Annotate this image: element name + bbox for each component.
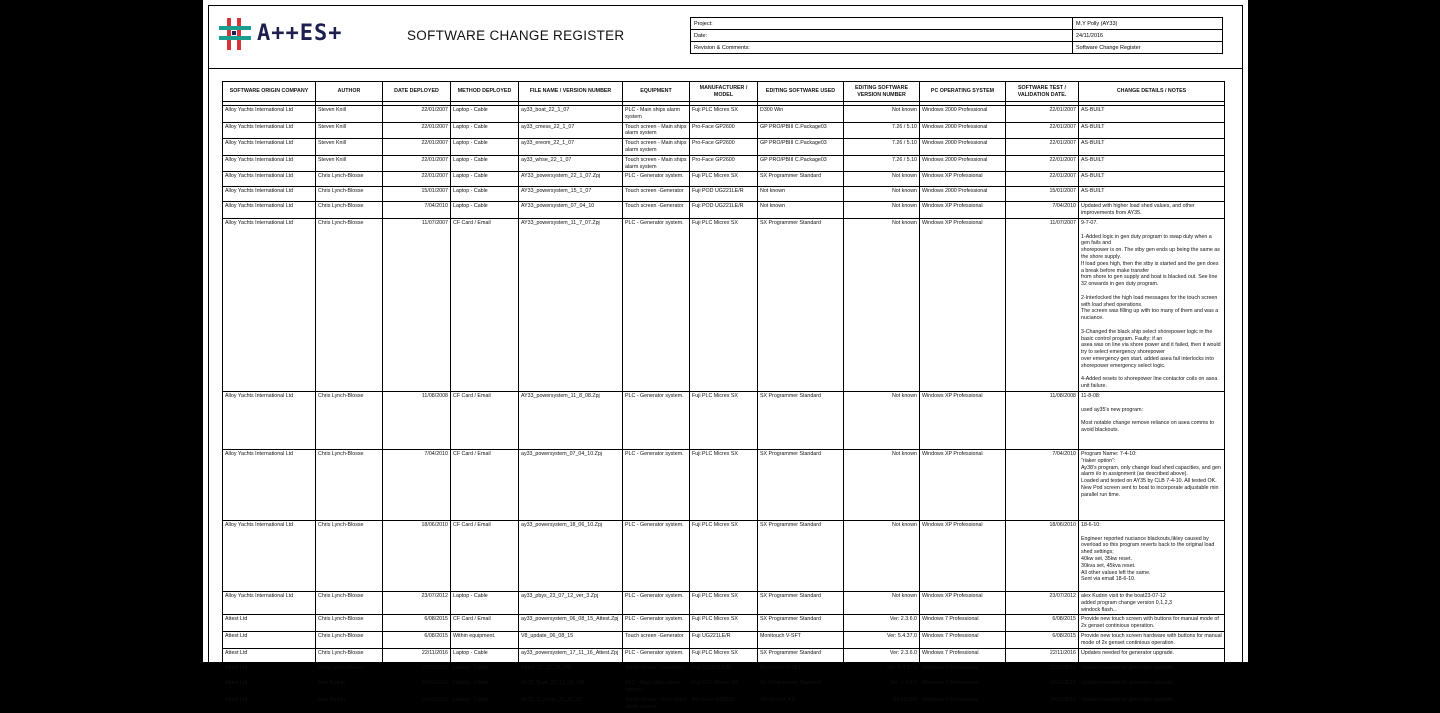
col-header: EQUIPMENT	[623, 82, 690, 102]
table-cell: Alloy Yachts International Ltd	[223, 122, 316, 139]
table-cell: Not known	[844, 591, 920, 614]
table-cell: Windows XP Professional	[920, 172, 1006, 187]
table-cell: Laptop - Cable	[451, 591, 519, 614]
table-cell: PLC - Main ships alarm system	[623, 106, 690, 123]
col-header: METHOD DEPLOYED	[451, 82, 519, 102]
table-cell: Laptop - Cable	[451, 122, 519, 139]
col-header: EDITING SOFTWARE VERSION NUMBER	[844, 82, 920, 102]
table-cell: 22/01/2007	[383, 139, 451, 156]
table-cell: Ver: 2.3.6.0	[844, 615, 920, 632]
table-cell: Windows XP Professional	[920, 391, 1006, 449]
table-cell: 6/08/2015	[383, 615, 451, 632]
table-cell: 6/08/2015	[1006, 632, 1079, 649]
col-header: SOFTWARE TEST / VALIDATION DATE.	[1006, 82, 1079, 102]
table-cell: 22/01/2007	[383, 122, 451, 139]
table-cell: GP PRO/PBIII C.Package03	[758, 122, 844, 139]
table-cell: Touch screen - Main ships alarm system	[623, 122, 690, 139]
table-cell: SX Programmer Standard	[758, 391, 844, 449]
table-cell: Ver: 5.4.37.0	[844, 632, 920, 649]
table-cell: Alloy Yachts International Ltd	[223, 139, 316, 156]
table-cell: 15/01/2007	[383, 187, 451, 202]
table-cell: Alex Kudrin	[316, 679, 383, 696]
table-cell: PLC - Generator system.	[623, 391, 690, 449]
table-cell: Alloy Yachts International Ltd	[223, 520, 316, 591]
table-row	[223, 649, 1225, 664]
table-cell: Attest Ltd	[223, 615, 316, 632]
table-cell: Touch screen -Generator	[623, 664, 690, 679]
table-cell: Steven Knill	[316, 122, 383, 139]
table-cell: GP PRO/PBIII C.Package03	[758, 155, 844, 172]
table-cell: 23/07/2012	[1006, 591, 1079, 614]
table-cell: Alloy Yachts International Ltd	[223, 202, 316, 219]
col-header: EDITING SOFTWARE USED	[758, 82, 844, 102]
table-cell: SX Programmer Standard	[758, 218, 844, 391]
table-cell: Alloy Yachts International Ltd	[223, 187, 316, 202]
table-cell: Program Name: 7-4-10: "riaker option": Ay38's program, only change load shed capacities, and gen alarm i/o in assignment (as described above). Loaded and tested on AY35 by CLB 7-4-10. All tested OK. New Pod screen sent to boat to incorporate adjustable min parallel run time.	[1079, 449, 1225, 520]
table-cell: CF Card / Email	[451, 391, 519, 449]
table-cell: SX Programmer Standard	[758, 649, 844, 664]
table-cell: CF Card / Email	[451, 449, 519, 520]
table-row	[223, 202, 1225, 219]
table-row	[223, 122, 1225, 139]
table-cell: Fuji UG221LE/R	[690, 632, 758, 649]
table-cell: V4.00.000	[844, 695, 920, 712]
table-cell: CF Card / Email	[451, 218, 519, 391]
project-meta-table	[690, 17, 1223, 54]
table-cell: AS-BUILT	[1079, 139, 1225, 156]
table-cell: Chris Lynch-Blosse	[316, 449, 383, 520]
table-cell: 22/11/2016	[383, 664, 451, 679]
col-header: FILE NAME / VERSION NUMBER	[519, 82, 623, 102]
table-cell: Pro-Face GP2600	[690, 695, 758, 712]
table-cell: CF Card / Email	[451, 520, 519, 591]
table-row	[223, 155, 1225, 172]
table-cell: AS-BUILT	[1079, 122, 1225, 139]
table-cell: Chris Lynch-Blosse	[316, 615, 383, 632]
table-cell: 22/01/2007	[383, 106, 451, 123]
table-cell: ay33_powersystem_17_11_16_Attest.Zpj	[519, 649, 623, 664]
table-cell: Fuji PLC Micrex SX	[690, 615, 758, 632]
table-cell: Steven Knill	[316, 155, 383, 172]
table-cell: Touch screen -Generator	[623, 632, 690, 649]
table-cell: CF Card / Email	[451, 615, 519, 632]
table-cell: Steven Knill	[316, 139, 383, 156]
table-cell: 7/04/2010	[383, 202, 451, 219]
table-header-row	[223, 82, 1225, 102]
table-cell: Touch screen - Main ships alarm system	[623, 155, 690, 172]
table-cell: SX Programmer Standard	[758, 615, 844, 632]
table-cell: Updates needed for generator upgrade.	[1079, 679, 1225, 696]
table-cell: Chris Lynch-Blosse	[316, 649, 383, 664]
table-cell: Alloy Yachts International Ltd	[223, 391, 316, 449]
table-cell: Alloy Yachts International Ltd	[223, 172, 316, 187]
table-cell: Not known	[844, 218, 920, 391]
table-cell: AY33_Boat_23_11_16_PM	[519, 679, 623, 696]
table-cell: Attest Ltd	[223, 695, 316, 712]
table-cell: 22/01/2007	[1006, 122, 1079, 139]
table-cell: AS-BUILT	[1079, 155, 1225, 172]
table-cell: Windows 7 Professional	[920, 664, 1006, 679]
table-cell: SX Programmer Standard	[758, 172, 844, 187]
table-cell: AY33_powersystem_07_04_10	[519, 202, 623, 219]
table-cell: Laptop - Cable	[451, 202, 519, 219]
table-cell: SX Programmer Standard	[758, 520, 844, 591]
table-cell: AY33_powersystem_11_8_08.Zpj	[519, 391, 623, 449]
table-row	[223, 139, 1225, 156]
table-cell: PLC - Generator system.	[623, 449, 690, 520]
table-cell: 22/11/2016	[383, 649, 451, 664]
table-cell: Fuji PLC Micrex SX	[690, 218, 758, 391]
table-cell: Windows XP Professional	[920, 202, 1006, 219]
col-header: MANUFACTURER / MODEL	[690, 82, 758, 102]
table-cell: Fuji PLC Micrex SX	[690, 106, 758, 123]
table-cell: 22/11/2016	[1006, 664, 1079, 679]
table-cell: Ver: 2.3.6.0	[844, 649, 920, 664]
table-cell: Windows 7 Professional	[920, 649, 1006, 664]
table-cell: Chris Lynch-Blosse	[316, 187, 383, 202]
table-cell: 7/04/2010	[1006, 202, 1079, 219]
table-cell: 11/08/2008	[1006, 391, 1079, 449]
table-cell: SX Programmer Standard	[758, 591, 844, 614]
table-cell: 18/06/2010	[1006, 520, 1079, 591]
table-cell: 22/01/2007	[383, 172, 451, 187]
table-cell: Not known	[758, 187, 844, 202]
table-cell: Touch screen - Main ships alarm system	[623, 695, 690, 712]
register-body	[223, 106, 1225, 713]
table-cell: 6/08/2015	[1006, 615, 1079, 632]
table-row	[223, 218, 1225, 391]
table-cell: 7.26 / 5.10	[844, 155, 920, 172]
table-cell: Monitouch V-SFT	[758, 664, 844, 679]
meta-label-project: Project:	[691, 18, 1073, 30]
table-cell: ay33_boat_22_1_07	[519, 106, 623, 123]
table-cell: Laptop - Cable	[451, 155, 519, 172]
col-header: PC OPERATING SYSTEM	[920, 82, 1006, 102]
table-cell: Laptop - Cable	[451, 139, 519, 156]
table-cell: PLC - Generator system.	[623, 218, 690, 391]
meta-value-project: M.Y Polly (AY33)	[1073, 18, 1223, 30]
table-cell: ay33_ereom_22_1_07	[519, 139, 623, 156]
meta-value-revision: Software Change Register	[1073, 42, 1223, 54]
table-cell: Laptop - Cable	[451, 172, 519, 187]
table-row	[223, 615, 1225, 632]
table-cell: Pro-Face GP2600	[690, 122, 758, 139]
table-row	[223, 520, 1225, 591]
software-change-register-table	[222, 81, 1225, 713]
table-cell: Provide new touch screen hardware with buttons for manual mode of 2x genset continious operation.	[1079, 632, 1225, 649]
table-cell: PLC - Generator system.	[623, 591, 690, 614]
table-cell: Ver: 2.3.6.0	[844, 679, 920, 696]
table-cell: ay33_powersystem_18_06_10.Zpj	[519, 520, 623, 591]
col-header: DATE DEPLOYED	[383, 82, 451, 102]
meta-label-date: Date:	[691, 30, 1073, 42]
table-cell: Alloy Yachts International Ltd	[223, 218, 316, 391]
table-cell: Windows XP Professional	[920, 218, 1006, 391]
table-cell: V8_update_06_08_15	[519, 632, 623, 649]
table-cell: Provide new touch screen with buttons for manual mode of 2x genset continious operation.	[1079, 615, 1225, 632]
table-cell: 22/01/2007	[1006, 172, 1079, 187]
table-cell: Chris Lynch-Blosse	[316, 664, 383, 679]
table-row	[223, 632, 1225, 649]
table-cell: SX Programmer Standard	[758, 449, 844, 520]
table-cell: Windows 2000 Professional	[920, 139, 1006, 156]
table-cell: Updates needed for generator upgrade.	[1079, 664, 1225, 679]
table-cell: Chris Lynch-Blosse	[316, 591, 383, 614]
table-cell: Fuji POD UG221LE/R	[690, 202, 758, 219]
table-cell: D300 Win	[758, 106, 844, 123]
meta-value-date: 24/11/2016	[1073, 30, 1223, 42]
table-cell: Chris Lynch-Blosse	[316, 172, 383, 187]
table-row	[223, 679, 1225, 696]
table-cell: Alloy Yachts International Ltd	[223, 155, 316, 172]
table-cell: 22/11/2016	[1006, 649, 1079, 664]
table-cell: SX Programmer Standard	[758, 679, 844, 696]
table-cell: Windows 2000 Professional	[920, 187, 1006, 202]
table-cell: Windows 7 Professional	[920, 615, 1006, 632]
document-title: SOFTWARE CHANGE REGISTER	[407, 28, 625, 43]
table-cell: Ver: 5.4.37.0	[844, 664, 920, 679]
table-cell: 11-8-08: used ay35's new program: Most notable change remove reliance on asea comms to avoid blackouts.	[1079, 391, 1225, 449]
table-row	[223, 391, 1225, 449]
table-cell: Laptop - Cable	[451, 695, 519, 712]
table-cell: Attest Ltd	[223, 679, 316, 696]
logo-wordmark: A++ES+	[257, 21, 343, 46]
table-cell: 24/11/2016	[1006, 695, 1079, 712]
table-cell: Pro-Face GP2600	[690, 139, 758, 156]
table-cell: Not known	[844, 202, 920, 219]
table-cell: Fuji PLC Micrex SX	[690, 649, 758, 664]
table-cell: Touch screen -Generator	[623, 187, 690, 202]
table-cell: 7.26 / 5.10	[844, 122, 920, 139]
table-cell: Chris Lynch-Blosse	[316, 202, 383, 219]
table-cell: Chris Lynch-Blosse	[316, 391, 383, 449]
table-cell: 11/07/2007	[1006, 218, 1079, 391]
table-cell: Alex Kudrin	[316, 695, 383, 712]
table-cell: Fuji PLC Micrex SX	[690, 520, 758, 591]
table-cell: Pro-Face GP2600	[690, 155, 758, 172]
table-cell: 22/01/2007	[1006, 155, 1079, 172]
table-cell: 7.26 / 5.10	[844, 139, 920, 156]
table-cell: 22/01/2007	[1006, 139, 1079, 156]
table-cell: Monitouch V-SFT	[758, 632, 844, 649]
table-cell: AS-BUILT	[1079, 106, 1225, 123]
table-cell: Fuji PLC Micrex SX	[690, 449, 758, 520]
table-cell: Not known	[844, 520, 920, 591]
col-header: SOFTWARE ORIGIN COMPANY	[223, 82, 316, 102]
table-cell: Chris Lynch-Blosse	[316, 218, 383, 391]
table-cell: Attest Ltd	[223, 664, 316, 679]
table-cell: Chris Lynch-Blosse	[316, 520, 383, 591]
table-row	[223, 664, 1225, 679]
table-row	[223, 172, 1225, 187]
table-cell: GP PRO/PBIII C.Package03	[758, 139, 844, 156]
col-header: CHANGE DETAILS / NOTES	[1079, 82, 1225, 102]
table-cell: Attest Ltd	[223, 649, 316, 664]
table-cell: Windows 7 Professional	[920, 632, 1006, 649]
table-cell: Windows 2000 Professional	[920, 106, 1006, 123]
table-cell: Windows 2000 Professional	[920, 122, 1006, 139]
table-cell: Fuji PLC Micrex SX	[690, 591, 758, 614]
table-cell: AY33_powersystem_11_7_07.Zpj	[519, 218, 623, 391]
table-cell: Alloy Yachts International Ltd	[223, 106, 316, 123]
table-cell: Attest Ltd	[223, 632, 316, 649]
table-cell: Alloy Yachts International Ltd	[223, 591, 316, 614]
table-cell: ay33_cmess_22_1_07	[519, 122, 623, 139]
table-cell: Not known	[844, 187, 920, 202]
table-cell: AY33_C_mess_21_11_16	[519, 695, 623, 712]
table-cell: Fuji PLC Micrex SX	[690, 679, 758, 696]
table-cell: Fuji PLC Micrex SX	[690, 391, 758, 449]
document-page	[203, 0, 1248, 710]
table-cell: 23/07/2012	[383, 591, 451, 614]
table-cell: Not known	[844, 172, 920, 187]
table-cell: Within equipment.	[451, 632, 519, 649]
table-cell: Attest_17_11_16_V8	[519, 664, 623, 679]
table-cell: Windows XP Professional	[920, 449, 1006, 520]
table-cell: Not known	[758, 202, 844, 219]
table-row	[223, 187, 1225, 202]
table-cell: PLC - Generator system.	[623, 615, 690, 632]
table-cell: PLC - Generator system.	[623, 520, 690, 591]
table-cell: PLC - Main ships alarm system	[623, 679, 690, 696]
table-cell: Laptop - Cable	[451, 187, 519, 202]
table-cell: Not known	[844, 391, 920, 449]
table-cell: 18/06/2010	[383, 520, 451, 591]
logo-mark-icon	[219, 18, 251, 50]
table-cell: Alloy Yachts International Ltd	[223, 449, 316, 520]
table-cell: 22/01/2007	[1006, 106, 1079, 123]
table-cell: Updates needed for generator upgrade.	[1079, 649, 1225, 664]
table-cell: AS-BUILT	[1079, 187, 1225, 202]
table-cell: Laptop - Cable	[451, 664, 519, 679]
table-cell: PLC - Generator system.	[623, 649, 690, 664]
table-cell: Chris Lynch-Blosse	[316, 632, 383, 649]
table-cell: Steven Knill	[316, 106, 383, 123]
meta-label-revision: Revision & Comments:	[691, 42, 1073, 54]
table-cell: Fuji UG221LE/R	[690, 664, 758, 679]
table-row	[223, 106, 1225, 123]
table-cell: 11/08/2008	[383, 391, 451, 449]
table-cell: Not known	[844, 106, 920, 123]
table-cell: AY33_powersystem_15_1_07	[519, 187, 623, 202]
table-cell: GP-Pro EX 4.0	[758, 695, 844, 712]
table-cell: 6/08/2015	[383, 632, 451, 649]
table-cell: ay33_pbys_23_07_12_ver_3.Zpj	[519, 591, 623, 614]
table-cell: 7/04/2010	[1006, 449, 1079, 520]
table-cell: 22/01/2007	[383, 155, 451, 172]
table-cell: ay33_powersystem_07_04_10.Zpj	[519, 449, 623, 520]
table-row	[223, 591, 1225, 614]
table-cell: 24/11/2016	[383, 695, 451, 712]
table-cell: Updates needed for generator upgrade.	[1079, 695, 1225, 712]
table-cell: Not known	[844, 449, 920, 520]
table-cell: Fuji PLC Micrex SX	[690, 172, 758, 187]
table-cell: alex Kudrin visit to the boat23-07-12 added program change version 0,1,2,3 windock flash...	[1079, 591, 1225, 614]
table-row	[223, 449, 1225, 520]
table-cell: Touch screen -Generator	[623, 202, 690, 219]
table-cell: Windows 7 Professional	[920, 679, 1006, 696]
table-cell: 24/11/2016	[1006, 679, 1079, 696]
table-cell: Windows 2000 Professional	[920, 155, 1006, 172]
table-cell: Laptop - Cable	[451, 649, 519, 664]
table-cell: AS-BUILT	[1079, 172, 1225, 187]
table-cell: Touch screen - Main ships alarm system	[623, 139, 690, 156]
table-cell: 24/11/2016	[383, 679, 451, 696]
table-cell: Updated with higher load shed values, and other improvements from AY35.	[1079, 202, 1225, 219]
table-cell: 11/07/2007	[383, 218, 451, 391]
table-cell: Windows 7 Professional	[920, 695, 1006, 712]
table-cell: 7/04/2010	[383, 449, 451, 520]
table-cell: Windows XP Professional	[920, 591, 1006, 614]
table-cell: AY33_powersystem_22_1_07.Zpj	[519, 172, 623, 187]
table-row	[223, 695, 1225, 712]
col-header: AUTHOR	[316, 82, 383, 102]
table-cell: Fuji POD UG221LE/R	[690, 187, 758, 202]
table-cell: ay33_whse_22_1_07	[519, 155, 623, 172]
header-divider	[208, 68, 1243, 69]
table-cell: 9-7-07. 1-Added logic in gen duty program to swap duty when a gen fails and shorepower is on. The stby gen ends up being the same as the shore supply. If load goes high, then the stby is started and the gen does a break before make transfer from shore to gen supply and boat is blacked out. See line 32 onwards in gen duty program. 2-Interlocked the high load messages for the touch screen with load shed operations. The screen was filling up with too many of them and was a nuciance. 3-Changed the black ship select shorepower logic in the basic control program. Faulty; if an asea was on line via shore power and it failed, then it would try to select emergency shorepower over emergency gen start. added asea fail interlocks into shorepower emergency select logic. 4-Added resets to shorepower line contactor coils on asea unit failure.	[1079, 218, 1225, 391]
table-cell: 15/01/2007	[1006, 187, 1079, 202]
table-cell: ay33_powersystem_06_08_15_Attest.Zpj	[519, 615, 623, 632]
table-cell: 18-6-10: Engineer reported nuciance blackouts,likley caused by overload so this program reverts back to the original load shed settings; 40kw set, 35kw reset. 30kva set, 45kva reset. All other values left the same. Sent via email 18-6-10.	[1079, 520, 1225, 591]
table-cell: Laptop - Cable	[451, 679, 519, 696]
table-cell: Laptop - Cable	[451, 106, 519, 123]
table-cell: PLC - Generator system.	[623, 172, 690, 187]
table-cell: Windows XP Professional	[920, 520, 1006, 591]
